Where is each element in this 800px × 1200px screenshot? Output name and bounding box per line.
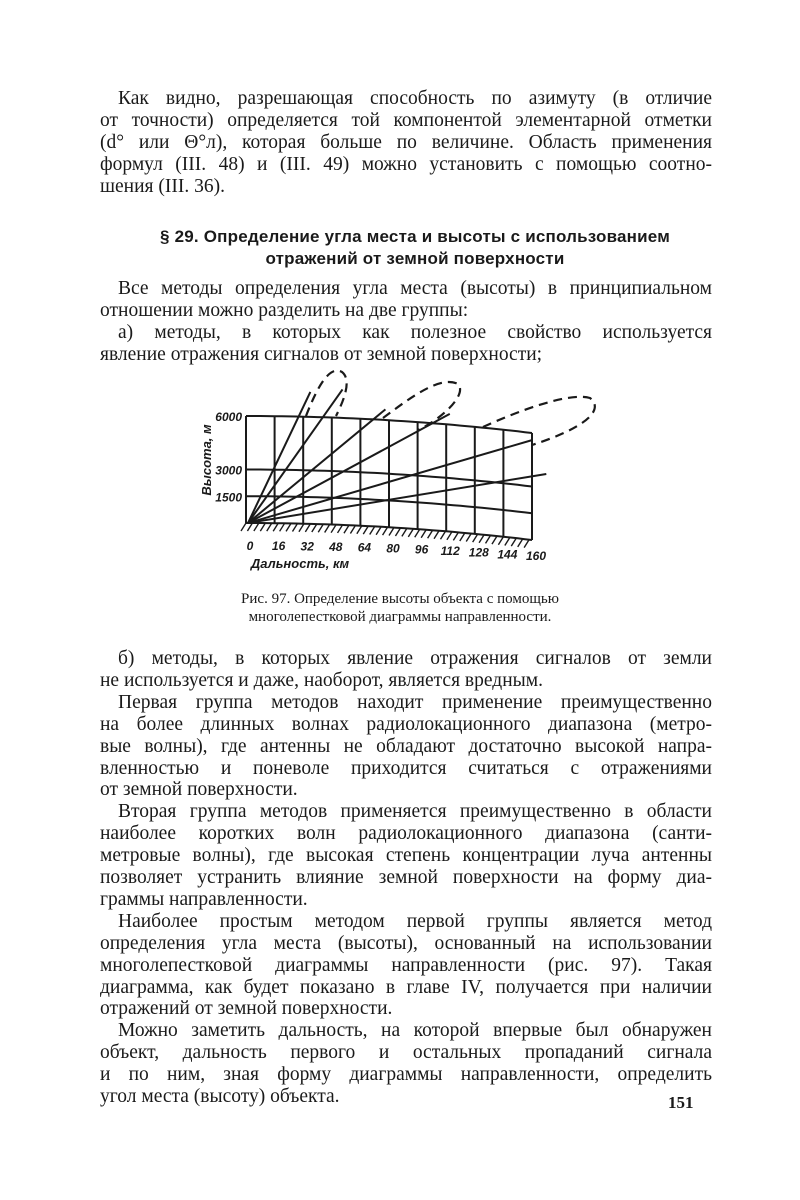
diagram-lobes — [306, 371, 595, 445]
beam-ray — [248, 389, 343, 523]
hatch-mark — [305, 524, 310, 532]
beam-ray — [248, 392, 310, 523]
x-tick-label: 0 — [246, 539, 254, 553]
ground-hatching — [241, 523, 529, 548]
text-line: б) методы, в которых явление отражения сигналов от земли — [118, 648, 712, 669]
hatch-mark — [428, 530, 433, 538]
lobe-dashed — [383, 382, 460, 430]
lobe-dashed — [483, 397, 595, 445]
hatch-mark — [331, 525, 336, 533]
diagram-grid — [246, 416, 532, 540]
hatch-mark — [312, 524, 317, 532]
text-line: метровые волны), где высокая степень концентрации луча антенны — [100, 845, 712, 867]
ground-line — [246, 523, 532, 540]
lobe-dashed — [306, 371, 347, 416]
y-axis-label: Высота, м — [199, 424, 214, 496]
altitude-line — [246, 416, 532, 433]
x-tick-label: 32 — [300, 539, 314, 554]
text-line: отношении можно разделить на две группы: — [100, 300, 469, 321]
hatch-mark — [357, 526, 362, 534]
beam-ray — [248, 409, 385, 523]
altitude-line — [246, 496, 532, 513]
hatch-mark — [318, 524, 323, 532]
hatch-mark — [466, 534, 471, 542]
hatch-mark — [421, 530, 426, 538]
y-tick-label: 6000 — [215, 410, 242, 424]
hatch-mark — [486, 535, 491, 543]
hatch-mark — [254, 523, 259, 531]
text-line: определения угла места (высоты), основанный на использовании — [100, 932, 712, 954]
hatch-mark — [267, 523, 272, 531]
x-tick-label: 144 — [497, 547, 518, 562]
x-tick-label: 128 — [468, 545, 489, 560]
x-axis-label: Дальность, км — [250, 556, 350, 571]
x-tick-label: 112 — [440, 543, 460, 558]
hatch-mark — [460, 533, 465, 541]
y-tick-label: 3000 — [215, 463, 242, 478]
page-number: 151 — [668, 1093, 694, 1112]
hatch-mark — [492, 536, 497, 544]
text-line: а) методы, в которых как полезное свойство используется — [118, 322, 712, 343]
text-line: Наиболее простым методом первой группы является метод — [118, 910, 712, 932]
x-tick-label: 160 — [525, 549, 547, 564]
text-line: наиболее коротких волн радиолокационного диапазона (санти- — [100, 823, 712, 845]
text-line: Все методы определения угла места (высоты) в принципиальном — [118, 278, 712, 299]
hatch-mark — [447, 532, 452, 540]
text-line: позволяет устранить влияние земной поверхности на форму диа- — [100, 867, 712, 888]
text-line: на более длинных волнах радиолокационного диапазона (метро- — [100, 713, 712, 735]
text-line: многолепестковой диаграммы направленности (рис. 97). Такая — [100, 954, 712, 976]
text-line: вые волны), где антенны не обладают достаточно высокой напра- — [100, 735, 712, 757]
caption-line: Рис. 97. Определение высоты объекта с помощью — [241, 591, 559, 607]
text-line: Первая группа методов находит применение преимущественно — [118, 691, 712, 713]
text-line: граммы направленности. — [100, 888, 308, 910]
hatch-mark — [247, 523, 252, 531]
hatch-mark — [415, 529, 420, 537]
caption-line: многолепестковой диаграммы направленности. — [248, 609, 552, 625]
text-line: диаграмма, как будет показано в главе IV, получается при наличии — [100, 976, 712, 998]
text-line: от земной поверхности. — [100, 779, 298, 801]
text-line: формул (III. 48) и (III. 49) можно установить с помощью соотно- — [100, 154, 712, 175]
text-line: не используется и даже, наоборот, является вредным. — [100, 669, 543, 691]
text-line: шения (III. 36). — [100, 176, 225, 197]
hatch-mark — [395, 528, 400, 536]
text-line: объект, дальность первого и остальных пропаданий сигнала — [100, 1042, 712, 1064]
hatch-mark — [260, 523, 265, 531]
hatch-mark — [280, 523, 285, 531]
hatch-mark — [344, 525, 349, 533]
text-line: от точности) определяется той компонентой элементарной отметки — [100, 110, 712, 131]
hatch-mark — [453, 532, 458, 540]
y-tick-label: 1500 — [215, 490, 242, 505]
hatch-mark — [518, 539, 523, 547]
hatch-mark — [389, 528, 394, 536]
hatch-mark — [350, 525, 355, 533]
x-tick-label: 48 — [329, 539, 343, 554]
hatch-mark — [325, 524, 330, 532]
heading-line: § 29. Определение угла места и высоты с использованием — [160, 227, 670, 246]
text-line: угол места (высоту) объекта. — [100, 1086, 340, 1107]
text-line: Вторая группа методов применяется преимущественно в области — [118, 801, 712, 823]
hatch-mark — [440, 531, 445, 539]
hatch-mark — [434, 531, 439, 539]
hatch-mark — [402, 528, 407, 536]
text-line: отражений от земной поверхности. — [100, 998, 393, 1020]
diagram-rays — [248, 389, 546, 523]
beam-ray — [248, 440, 532, 523]
text-line: явление отражения сигналов от земной поверхности; — [100, 344, 543, 365]
hatch-mark — [376, 527, 381, 535]
hatch-mark — [338, 525, 343, 533]
hatch-mark — [370, 526, 375, 534]
hatch-mark — [292, 524, 297, 532]
hatch-mark — [241, 523, 246, 531]
x-tick-label: 64 — [357, 540, 372, 555]
text-line: (d° или Θ°л), которая больше по величине. Область применения — [100, 132, 712, 153]
hatch-mark — [511, 538, 516, 546]
text-line: Можно заметить дальность, на которой впервые был обнаружен — [118, 1020, 712, 1042]
hatch-mark — [498, 537, 503, 545]
text-line: и по ним, зная форму диаграммы направленности, определить — [100, 1064, 712, 1086]
diagram-labels — [199, 410, 546, 571]
x-tick-label: 96 — [414, 542, 429, 557]
hatch-mark — [363, 526, 368, 534]
hatch-mark — [299, 524, 304, 532]
hatch-mark — [286, 523, 291, 531]
x-tick-label: 80 — [386, 541, 400, 556]
hatch-mark — [479, 535, 484, 543]
hatch-mark — [473, 534, 478, 542]
beam-ray — [248, 414, 450, 523]
text-line: Как видно, разрешающая способность по азимуту (в отличие — [118, 88, 712, 109]
hatch-mark — [383, 527, 388, 535]
hatch-mark — [505, 537, 510, 545]
hatch-mark — [524, 540, 529, 548]
text-line: вленностью и поневоле приходится считаться с отражениями — [100, 757, 712, 779]
hatch-mark — [273, 523, 278, 531]
x-tick-label: 16 — [271, 539, 286, 554]
beam-ray — [248, 474, 546, 523]
heading-line: отражений от земной поверхности — [265, 249, 565, 268]
altitude-line — [246, 470, 532, 487]
hatch-mark — [408, 529, 413, 537]
